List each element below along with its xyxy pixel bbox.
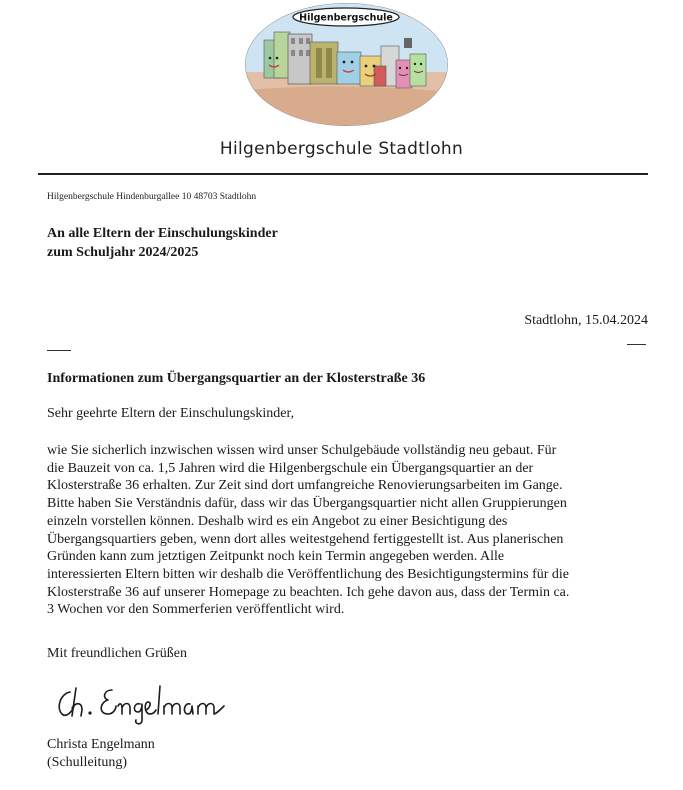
body-line: Bitte haben Sie Verständnis dafür, dass wir das Übergangsquartier nicht allen Gruppierungen: [47, 496, 567, 512]
letter-subject: Informationen zum Übergangsquartier an der Klosterstraße 36: [47, 371, 426, 386]
body-line: Übergangsquartiers geben, wenn dort alles weitestgehend fertiggestellt ist. Aus planerischen: [47, 531, 564, 547]
body-line: wie Sie sicherlich inzwischen wissen wird unser Schulgebäude vollständig neu gebaut. Für: [47, 443, 557, 458]
body-line: Klosterstraße 36 erhalten. Zur Zeit sind dort umfangreiche Renovierungsarbeiten im Gange.: [47, 478, 563, 494]
body-line: einzeln vorstellen können. Deshalb wird es ein Angebot zu einer Besichtigung des: [47, 513, 508, 529]
signer-block: [47, 736, 155, 772]
recipient-line-2: zum Schuljahr 2024/2025: [47, 245, 199, 260]
place-date: Stadtlohn, 15.04.2024: [524, 313, 648, 328]
school-name-heading: Hilgenbergschule Stadtlohn: [219, 139, 464, 159]
body-line: 3 Wochen vor den Sommerferien veröffentlicht wird.: [47, 602, 345, 618]
logo-banner-text: Hilgenbergschule: [299, 12, 393, 24]
closing-phrase: Mit freundlichen Grüßen: [47, 646, 187, 661]
recipient-block: [47, 224, 278, 262]
sender-address-line: Hilgenbergschule Hindenburgallee 10 48703 Stadtlohn: [47, 192, 257, 202]
signer-name: Christa Engelmann: [47, 737, 155, 752]
handwritten-signature: [50, 680, 235, 725]
letter-body: [47, 442, 662, 619]
body-line: interessierten Eltern bitten wir deshalb die Veröffentlichung des Besichtigungstermins für die: [47, 566, 570, 582]
salutation: Sehr geehrte Eltern der Einschulungskinder,: [47, 406, 295, 421]
body-line: Klosterstraße 36 auf unserer Homepage zu beachten. Ich gehe davon aus, dass der Termin ca.: [47, 584, 570, 600]
signer-role: (Schulleitung): [47, 755, 128, 770]
recipient-line-1: An alle Eltern der Einschulungskinder: [47, 226, 278, 241]
body-line: die Bauzeit von ca. 1,5 Jahren wird die Hilgenbergschule ein Übergangsquartier an der: [47, 460, 534, 476]
body-line: Gründen kann zum jetztigen Zeitpunkt noch kein Termin angegeben werden. Alle: [47, 549, 505, 565]
school-logo: [244, 2, 449, 127]
fold-mark-right: [627, 344, 646, 345]
fold-mark-left: [47, 350, 71, 351]
header-divider: [38, 173, 648, 175]
